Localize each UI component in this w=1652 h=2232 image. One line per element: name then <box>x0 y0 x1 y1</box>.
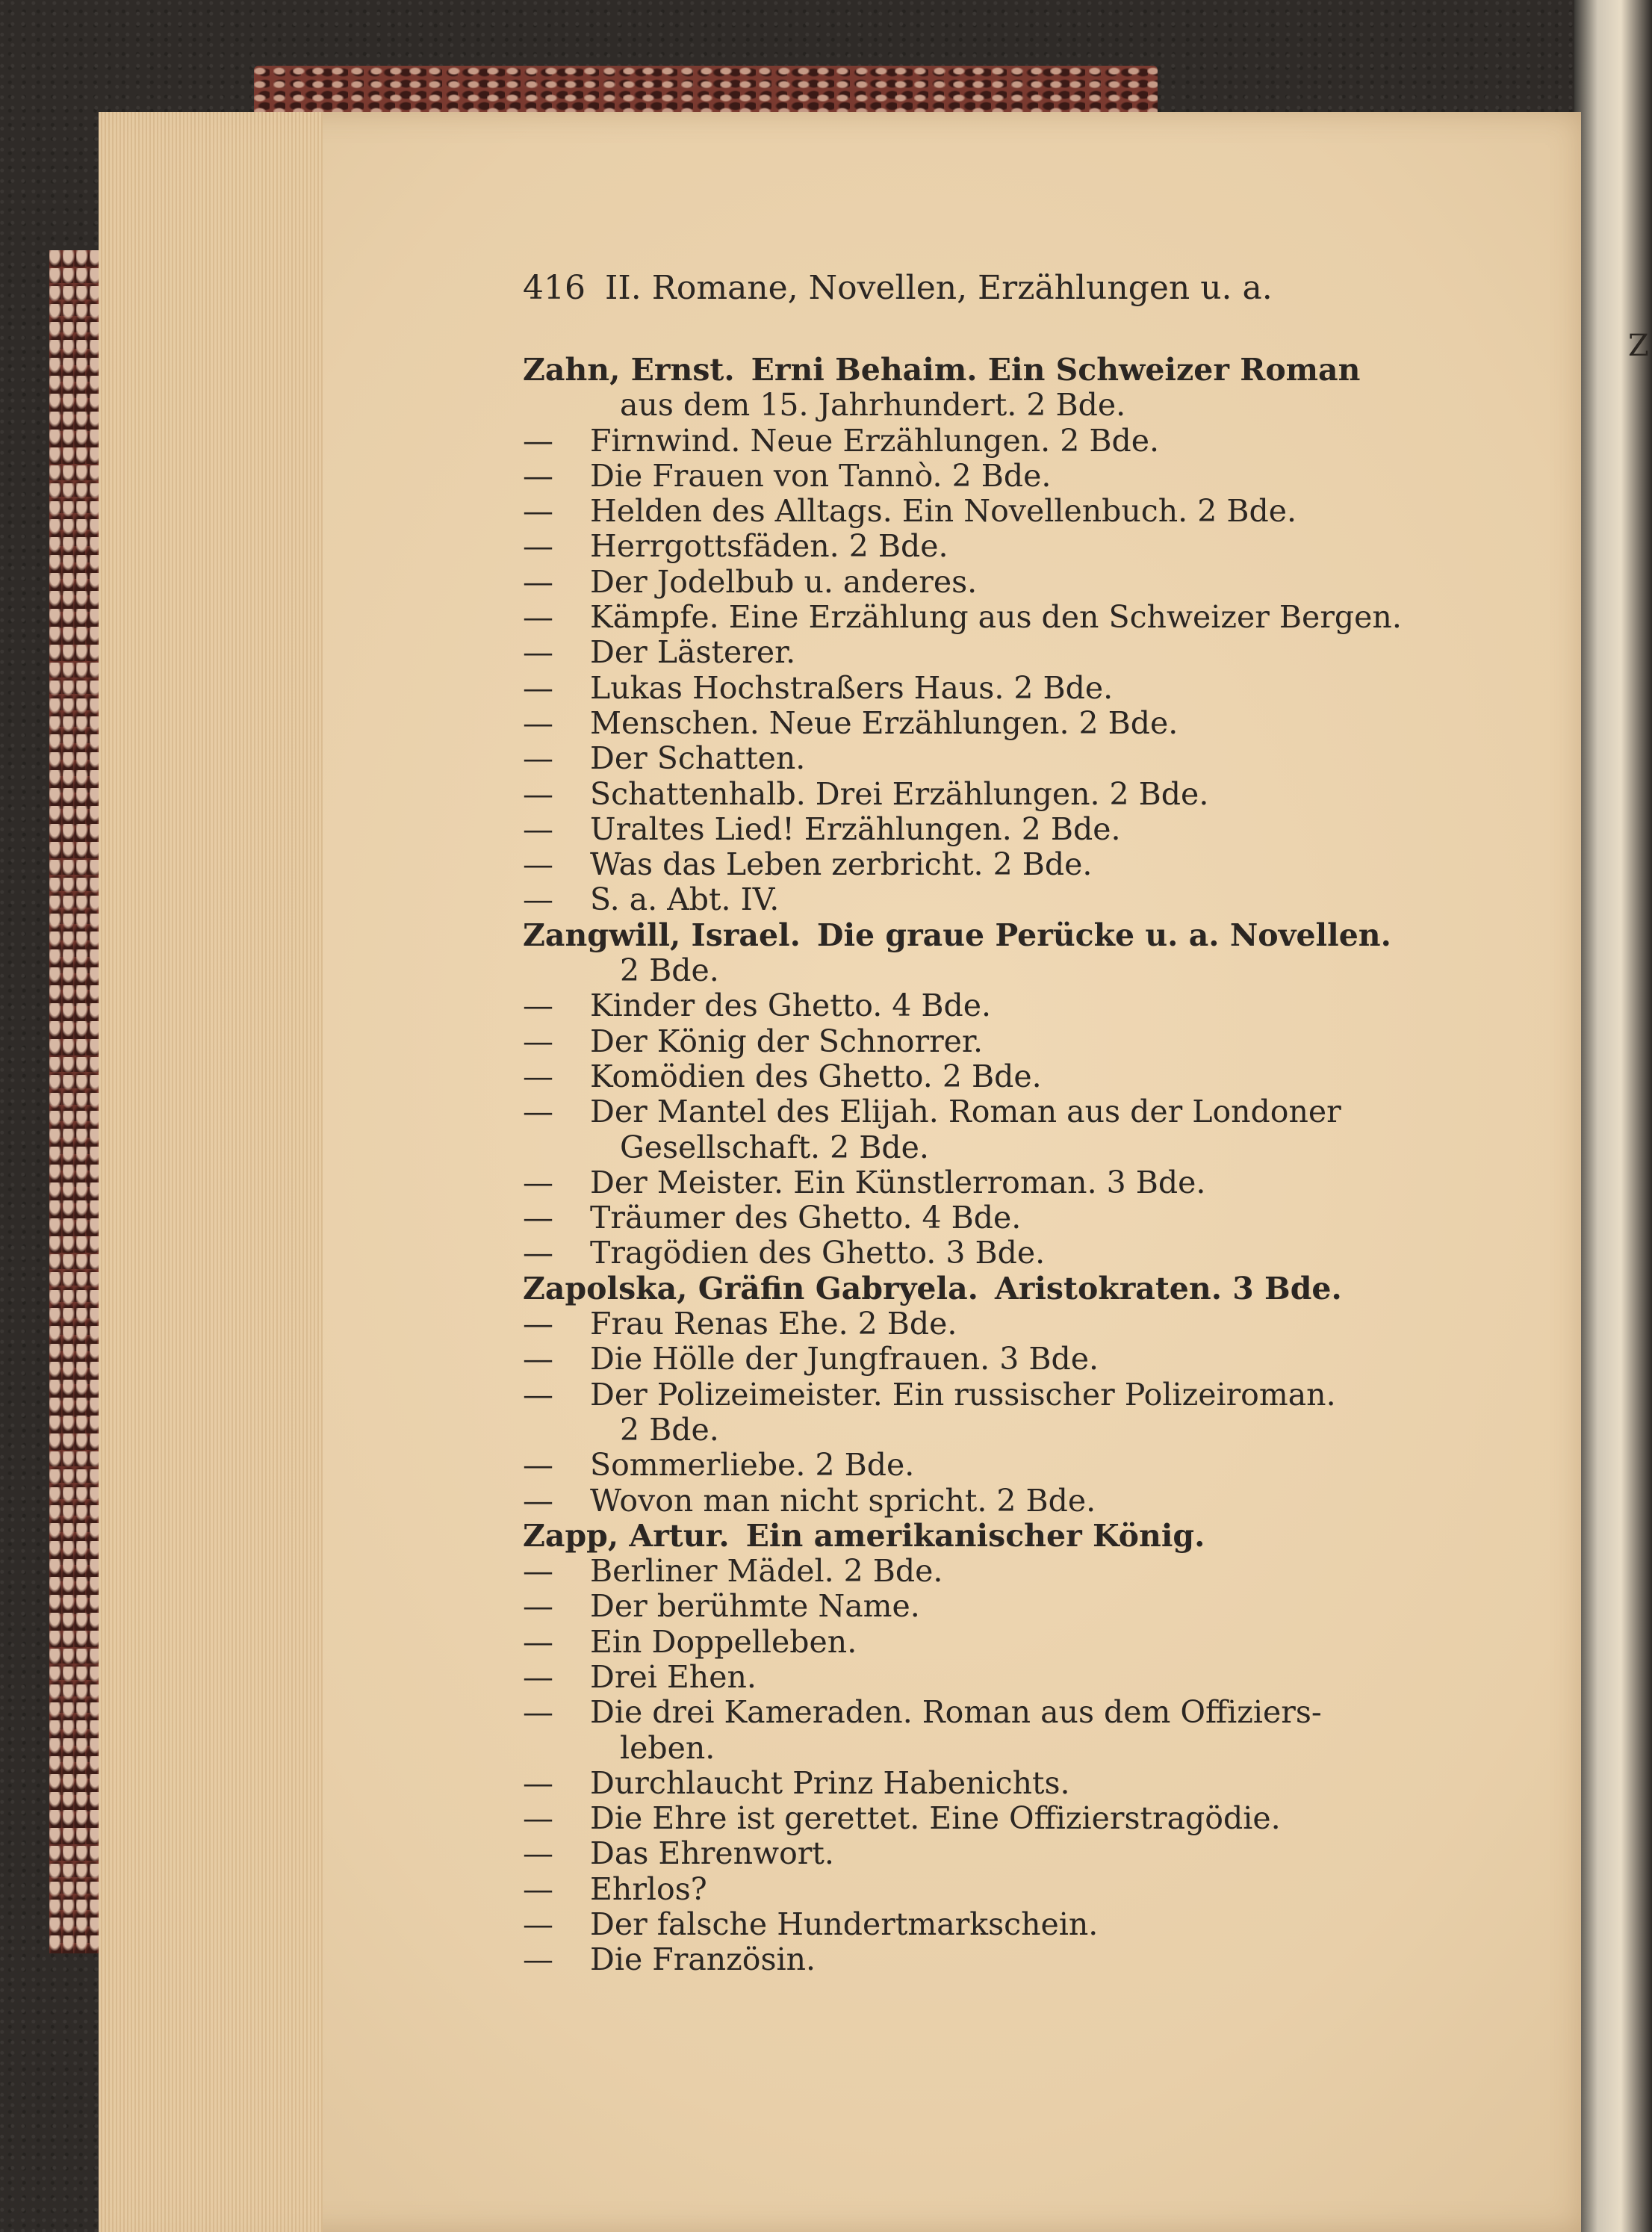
entry-text: Der Polizeimeister. Ein russischer Polizeiroman. <box>590 1377 1336 1413</box>
entry-text: Die Frauen von Tannò. 2 Bde. <box>590 458 1052 494</box>
entry-text: Wovon man nicht spricht. 2 Bde. <box>590 1483 1096 1519</box>
entry-line <box>523 1130 1501 1165</box>
entry-line <box>523 424 1501 459</box>
entry-line <box>523 741 1501 776</box>
entry-line <box>523 1484 1501 1519</box>
entry-line <box>523 1342 1501 1377</box>
entry-line <box>523 635 1501 670</box>
entry-text: Ein Doppelleben. <box>590 1624 857 1660</box>
entry-line <box>523 1519 1485 1554</box>
entry-text: Durchlaucht Prinz Habenichts. <box>590 1765 1070 1801</box>
dash-marker: — <box>523 1377 553 1413</box>
dash-marker: — <box>523 1942 553 1978</box>
entry-text: Träumer des Ghetto. 4 Bde. <box>590 1200 1022 1236</box>
dash-marker: — <box>523 494 553 530</box>
dash-marker: — <box>523 1448 553 1484</box>
entry-text: Was das Leben zerbricht. 2 Bde. <box>590 847 1093 883</box>
entry-line <box>523 1554 1501 1589</box>
entry-line <box>523 1236 1501 1271</box>
bibliography-list <box>523 353 1501 1978</box>
dash-marker: — <box>523 1871 553 1907</box>
running-head-title: II. Romane, Novellen, Erzählungen u. a. <box>605 269 1273 307</box>
dash-marker: — <box>523 1236 553 1271</box>
entry-line <box>523 847 1501 882</box>
entry-text: aus dem 15. Jahrhundert. 2 Bde. <box>620 388 1126 424</box>
dash-marker: — <box>523 811 553 847</box>
dash-marker: — <box>523 1836 553 1872</box>
dash-marker: — <box>523 1023 553 1059</box>
entry-text: Lukas Hochstraßers Haus. 2 Bde. <box>590 670 1114 706</box>
entry-text: Schattenhalb. Drei Erzählungen. 2 Bde. <box>590 776 1209 812</box>
dash-marker: — <box>523 423 553 459</box>
entry-line <box>523 1165 1501 1200</box>
entry-text: Herrgottsfäden. 2 Bde. <box>590 529 948 565</box>
dash-marker: — <box>523 1589 553 1625</box>
entry-line <box>523 882 1501 917</box>
dash-marker: — <box>523 529 553 565</box>
entry-line <box>523 1306 1501 1342</box>
entry-text: Der Meister. Ein Künstlerroman. 3 Bde. <box>590 1165 1206 1200</box>
right-page-glyph: Z <box>1628 329 1649 363</box>
entry-line <box>523 600 1501 635</box>
entry-line <box>523 353 1485 388</box>
entry-line <box>523 1907 1501 1942</box>
dash-marker: — <box>523 1058 553 1094</box>
entry-line <box>523 1377 1501 1413</box>
page-stack-edges <box>99 112 323 2232</box>
entry-text: Helden des Alltags. Ein Novellenbuch. 2 Bde. <box>590 494 1297 530</box>
author-name: Zapolska, Gräfin Gabryela. <box>523 1271 978 1306</box>
dash-marker: — <box>523 600 553 636</box>
entry-text: 2 Bde. <box>620 953 719 989</box>
entry-line <box>523 1200 1501 1236</box>
entry-line <box>523 1766 1501 1801</box>
dash-marker: — <box>523 635 553 671</box>
entry-line <box>523 1942 1501 1977</box>
page-number: 416 <box>523 269 586 307</box>
entry-line <box>523 1625 1501 1660</box>
dash-marker: — <box>523 847 553 883</box>
entry-text: Der Jodelbub u. anderes. <box>590 564 978 600</box>
entry-line <box>523 494 1501 529</box>
dash-marker: — <box>523 988 553 1024</box>
entry-line <box>523 388 1501 423</box>
dash-marker: — <box>523 882 553 918</box>
entry-line <box>523 1589 1501 1624</box>
entry-line <box>523 1660 1501 1695</box>
entry-line <box>523 565 1501 600</box>
entry-line <box>523 812 1501 847</box>
dash-marker: — <box>523 1907 553 1943</box>
entry-text: Das Ehrenwort. <box>590 1836 834 1872</box>
entry-text: S. a. Abt. IV. <box>590 882 780 918</box>
entry-line <box>523 918 1485 953</box>
entry-text: Komödien des Ghetto. 2 Bde. <box>590 1058 1042 1094</box>
entry-line <box>523 1731 1501 1766</box>
entry-line <box>523 1695 1501 1730</box>
dash-marker: — <box>523 1342 553 1377</box>
dash-marker: — <box>523 1659 553 1695</box>
dash-marker: — <box>523 670 553 706</box>
dash-marker: — <box>523 1200 553 1236</box>
entry-line <box>523 1094 1501 1129</box>
entry-text: Die Hölle der Jungfrauen. 3 Bde. <box>590 1342 1099 1377</box>
entry-line <box>523 777 1501 812</box>
entry-text: Frau Renas Ehe. 2 Bde. <box>590 1306 957 1342</box>
entry-text: Der Schatten. <box>590 741 806 777</box>
entry-line <box>523 953 1501 988</box>
entry-line <box>523 671 1501 706</box>
page-content <box>523 269 1501 1978</box>
entry-line <box>523 706 1501 741</box>
entry-text: Der berühmte Name. <box>590 1589 920 1625</box>
dash-marker: — <box>523 1094 553 1130</box>
entry-text: Drei Ehen. <box>590 1659 757 1695</box>
entry-text: Aristokraten. 3 Bde. <box>994 1271 1342 1306</box>
entry-line <box>523 1413 1501 1448</box>
dash-marker: — <box>523 1306 553 1342</box>
dash-marker: — <box>523 1801 553 1837</box>
dash-marker: — <box>523 776 553 812</box>
entry-line <box>523 459 1501 494</box>
entry-line <box>523 529 1501 564</box>
entry-line <box>523 1271 1485 1306</box>
dash-marker: — <box>523 1695 553 1731</box>
entry-text: Sommerliebe. 2 Bde. <box>590 1448 915 1484</box>
dash-marker: — <box>523 1765 553 1801</box>
entry-text: Firnwind. Neue Erzählungen. 2 Bde. <box>590 423 1160 459</box>
entry-line <box>523 1448 1501 1483</box>
entry-line <box>523 1024 1501 1059</box>
entry-text: Erni Behaim. Ein Schweizer Roman <box>751 353 1361 388</box>
entry-line <box>523 1801 1501 1836</box>
entry-text: Die Französin. <box>590 1942 816 1978</box>
entry-text: leben. <box>620 1730 715 1766</box>
entry-line <box>523 1872 1501 1907</box>
entry-text: Die Ehre ist gerettet. Eine Offizierstragödie. <box>590 1801 1281 1837</box>
entry-text: Ehrlos? <box>590 1871 707 1907</box>
dash-marker: — <box>523 741 553 777</box>
entry-text: Menschen. Neue Erzählungen. 2 Bde. <box>590 705 1179 741</box>
entry-text: Der falsche Hundertmarkschein. <box>590 1907 1099 1943</box>
entry-text: Berliner Mädel. 2 Bde. <box>590 1554 943 1590</box>
entry-text: Uraltes Lied! Erzählungen. 2 Bde. <box>590 811 1121 847</box>
dash-marker: — <box>523 1554 553 1590</box>
entry-line <box>523 1836 1501 1871</box>
entry-text: Gesellschaft. 2 Bde. <box>620 1129 929 1165</box>
entry-text: Kinder des Ghetto. 4 Bde. <box>590 988 992 1024</box>
entry-line <box>523 1059 1501 1094</box>
author-name: Zangwill, Israel. <box>523 917 801 953</box>
entry-text: Der Lästerer. <box>590 635 796 671</box>
dash-marker: — <box>523 1624 553 1660</box>
entry-text: Der Mantel des Elijah. Roman aus der Londoner <box>590 1094 1341 1130</box>
dash-marker: — <box>523 705 553 741</box>
entry-text: Ein amerikanischer König. <box>745 1518 1205 1554</box>
entry-text: Kämpfe. Eine Erzählung aus den Schweizer Bergen. <box>590 600 1402 636</box>
dash-marker: — <box>523 1165 553 1200</box>
author-name: Zahn, Ernst. <box>523 353 735 388</box>
running-header <box>523 269 1501 314</box>
author-name: Zapp, Artur. <box>523 1518 730 1554</box>
entry-line <box>523 988 1501 1023</box>
entry-text: 2 Bde. <box>620 1412 719 1448</box>
dash-marker: — <box>523 458 553 494</box>
entry-text: Die drei Kameraden. Roman aus dem Offiziers- <box>590 1695 1322 1731</box>
dash-marker: — <box>523 564 553 600</box>
entry-text: Die graue Perücke u. a. Novellen. <box>816 917 1391 953</box>
dash-marker: — <box>523 1483 553 1519</box>
entry-text: Der König der Schnorrer. <box>590 1023 984 1059</box>
entry-text: Tragödien des Ghetto. 3 Bde. <box>590 1236 1046 1271</box>
